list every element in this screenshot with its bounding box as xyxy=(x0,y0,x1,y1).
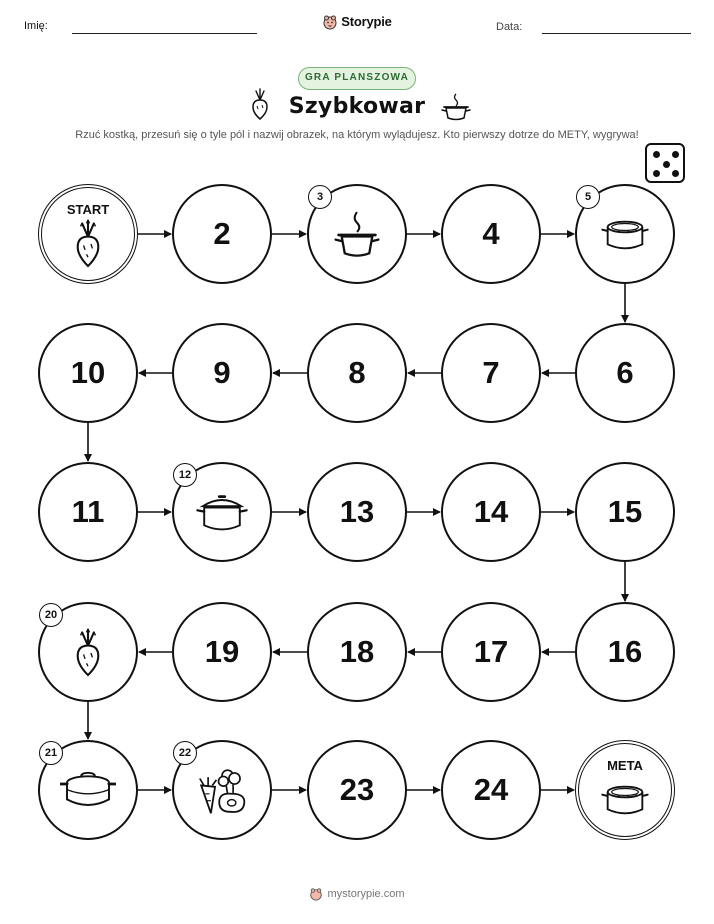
space-number: 14 xyxy=(473,494,509,529)
board-space-15 xyxy=(575,462,675,562)
board-space-18 xyxy=(307,602,407,702)
space-number: 23 xyxy=(339,772,375,807)
space-number: 2 xyxy=(213,216,231,251)
space-number: 9 xyxy=(213,355,231,390)
space-number-badge: 21 xyxy=(39,741,63,765)
soup-pot-icon xyxy=(601,217,649,258)
board-space-14 xyxy=(441,462,541,562)
board-space-16 xyxy=(575,602,675,702)
board-space-13 xyxy=(307,462,407,562)
board-space-6 xyxy=(575,323,675,423)
board-space-4 xyxy=(441,184,541,284)
space-number: 6 xyxy=(616,355,634,390)
board-space-22 xyxy=(172,740,272,840)
vegetables-meat-icon xyxy=(194,766,250,821)
brand-name: Storypie xyxy=(341,14,392,30)
beet-icon xyxy=(70,628,106,683)
lidded-pot-icon xyxy=(196,492,248,539)
board-space-2 xyxy=(172,184,272,284)
board-space-9 xyxy=(172,323,272,423)
board-space-10 xyxy=(38,323,138,423)
space-number: 16 xyxy=(607,634,643,669)
board-space-19 xyxy=(172,602,272,702)
soup-pot-icon xyxy=(601,782,649,823)
space-number-badge: 22 xyxy=(173,741,197,765)
steaming-pot-icon xyxy=(332,209,382,266)
space-number-badge: 12 xyxy=(173,463,197,487)
pressure-cooker-icon xyxy=(60,771,116,816)
start-label: START xyxy=(66,202,110,217)
storypie-logo-icon xyxy=(322,14,338,30)
storypie-footer-logo-icon xyxy=(309,887,323,901)
space-number: 8 xyxy=(348,355,366,390)
footer-url: mystorypie.com xyxy=(327,888,405,900)
brand xyxy=(0,13,714,30)
space-number-badge: 20 xyxy=(39,603,63,627)
space-number: 7 xyxy=(482,355,500,390)
space-number: 18 xyxy=(339,634,375,669)
space-number: 13 xyxy=(339,494,375,529)
board-space-12 xyxy=(172,462,272,562)
space-number: 24 xyxy=(473,772,509,807)
beet-icon xyxy=(70,219,106,274)
board-space-17 xyxy=(441,602,541,702)
board-space-7 xyxy=(441,323,541,423)
board-space-24 xyxy=(441,740,541,840)
board-space-8 xyxy=(307,323,407,423)
game-type-badge: GRA PLANSZOWA xyxy=(298,67,416,90)
space-number: 17 xyxy=(473,634,509,669)
meta-label: META xyxy=(607,758,643,773)
space-number: 4 xyxy=(482,216,500,251)
board-space-21 xyxy=(38,740,138,840)
steaming-pot-title-icon xyxy=(440,92,472,122)
space-number-badge: 5 xyxy=(576,185,600,209)
space-number: 19 xyxy=(204,634,240,669)
board-space-25 xyxy=(575,740,675,840)
date-field[interactable] xyxy=(542,33,691,34)
name-field[interactable] xyxy=(72,33,257,34)
footer xyxy=(0,887,714,901)
space-number: 10 xyxy=(70,355,106,390)
die-five-icon xyxy=(645,143,685,183)
space-number: 15 xyxy=(607,494,643,529)
space-number: 11 xyxy=(71,494,105,529)
board-space-5 xyxy=(575,184,675,284)
board-space-11 xyxy=(38,462,138,562)
space-number-badge: 3 xyxy=(308,185,332,209)
board-space-1 xyxy=(38,184,138,284)
date-label: Data: xyxy=(496,21,523,33)
board-space-3 xyxy=(307,184,407,284)
instructions: Rzuć kostką, przesuń się o tyle pól i nazwij obrazek, na którym wylądujesz. Kto pierwszy dotrze do METY, wygrywa! xyxy=(75,129,639,141)
page-title: Szybkowar xyxy=(288,94,426,119)
board-space-23 xyxy=(307,740,407,840)
name-label: Imię: xyxy=(24,20,48,32)
board-space-20 xyxy=(38,602,138,702)
